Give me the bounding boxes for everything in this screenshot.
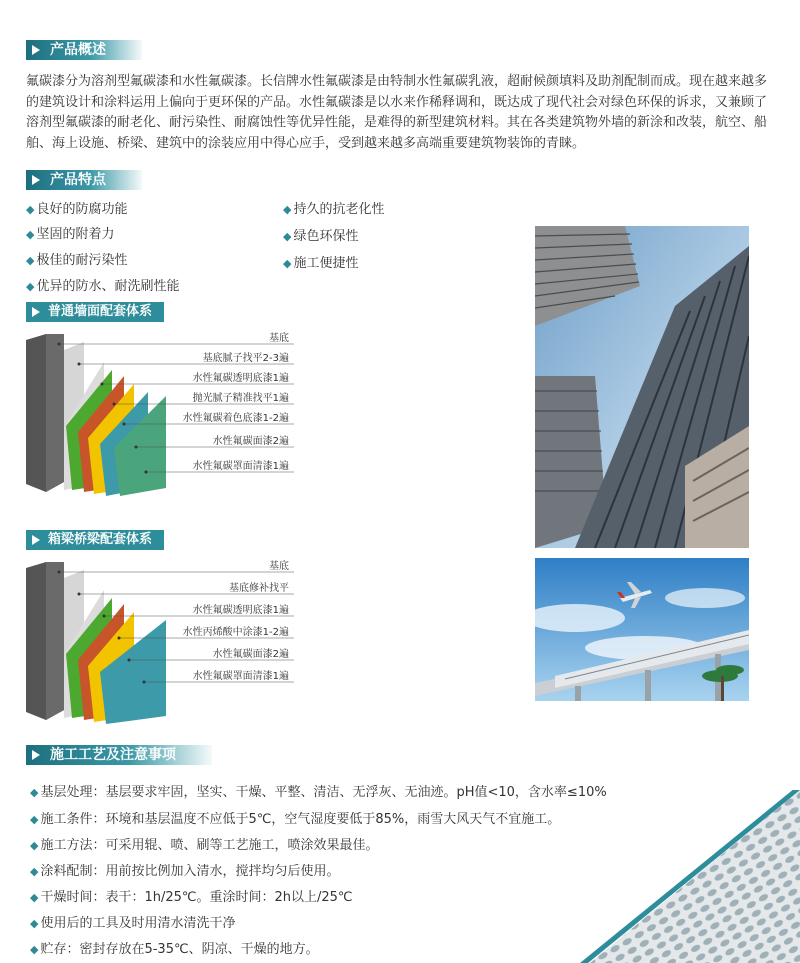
wall-layer-label: 水性氟碳透明底漆1遍 <box>192 373 289 384</box>
wall-layer-label: 水性氟碳着色底漆1-2遍 <box>182 413 289 424</box>
bridge-layer-label: 水性氟碳罩面清漆1遍 <box>192 671 289 682</box>
train-plane-photo <box>535 558 749 701</box>
bridge-system-title: 箱梁桥梁配套体系 <box>26 530 164 550</box>
bridge-layer-diagram <box>24 560 304 725</box>
feature-item: ◆ 绿色环保性 <box>283 229 359 244</box>
construction-step: ◆ 基层处理：基层要求牢固，坚实、干燥、平整、清洁、无浮灰、无油迹。pH值<10，含水率≤10% <box>30 785 607 800</box>
diamond-icon: ◆ <box>26 280 35 293</box>
feature-item: ◆ 优异的防水、耐洗刷性能 <box>26 279 180 294</box>
bridge-layer-label: 基底修补找平 <box>229 583 289 594</box>
bridge-system-header <box>26 530 164 550</box>
diamond-icon: ◆ <box>30 891 39 904</box>
overview-header <box>26 40 142 60</box>
diamond-icon: ◆ <box>30 786 39 799</box>
features-title: 产品特点 <box>26 170 142 190</box>
construction-header <box>26 745 212 765</box>
diamond-icon: ◆ <box>30 865 39 878</box>
bridge-layer-label: 水性氟碳透明底漆1遍 <box>192 605 289 616</box>
overview-text: 氟碳漆分为溶剂型氟碳漆和水性氟碳漆。长信牌水性氟碳漆是由特制水性氟碳乳液，超耐候颜填料及助剂配制而成。现在越来越多的建筑设计和涂料运用上偏向于更环保的产品。水性氟碳漆是以水来作稀释调和，既达成了现代社会对绿色环保的诉求，又兼顾了溶剂型氟碳漆的耐老化、耐污染性、耐腐蚀性等优异性能，是难得的新型建筑材料。其在各类建筑物外墙的新涂和改装，航空、船舶、海上设施、桥梁、建筑中的涂装应用中得心应手，受到越来越多高端重要建筑物装饰的青睐。 <box>26 74 768 151</box>
bridge-layer-label: 水性氟碳面漆2遍 <box>212 649 289 660</box>
feature-item: ◆ 施工便捷性 <box>283 256 359 271</box>
features-header <box>26 170 142 190</box>
bridge-layer-label: 水性丙烯酸中涂漆1-2遍 <box>182 627 289 638</box>
diamond-icon: ◆ <box>30 917 39 930</box>
wall-layer-label: 水性氟碳面漆2遍 <box>212 436 289 447</box>
feature-item: ◆ 持久的抗老化性 <box>283 202 385 217</box>
wall-layer-label: 抛光腻子精准找平1遍 <box>192 393 289 404</box>
construction-step: ◆ 涂料配制：用前按比例加入清水，搅拌均匀后使用。 <box>30 864 340 879</box>
construction-step: ◆ 干燥时间：表干：1h/25℃。重涂时间：2h以上/25℃ <box>30 890 353 905</box>
wall-system-header <box>26 302 164 322</box>
wall-system-title: 普通墙面配套体系 <box>26 302 164 322</box>
feature-item: ◆ 良好的防腐功能 <box>26 202 128 217</box>
feature-item: ◆ 极佳的耐污染性 <box>26 253 128 268</box>
wall-layer-label: 水性氟碳罩面清漆1遍 <box>192 461 289 472</box>
wall-layer-label: 基底腻子找平2-3遍 <box>202 353 289 364</box>
construction-title: 施工工艺及注意事项 <box>26 745 212 765</box>
overview-title: 产品概述 <box>26 40 142 60</box>
construction-step: ◆ 施工条件：环境和基层温度不应低于5℃，空气湿度要低于85%，雨雪大风天气不宜施工。 <box>30 812 561 827</box>
wall-layer-label: 基底 <box>269 333 289 344</box>
diamond-icon: ◆ <box>26 254 35 267</box>
decorative-facade-image <box>580 790 800 963</box>
diamond-icon: ◆ <box>26 203 35 216</box>
diamond-icon: ◆ <box>283 257 292 270</box>
diamond-icon: ◆ <box>283 230 292 243</box>
diamond-icon: ◆ <box>30 943 39 956</box>
skyscraper-photo <box>535 226 749 548</box>
construction-step: ◆ 施工方法：可采用辊、喷、刷等工艺施工，喷涂效果最佳。 <box>30 838 379 853</box>
diamond-icon: ◆ <box>26 228 35 241</box>
diamond-icon: ◆ <box>30 839 39 852</box>
wall-layer-diagram <box>24 332 304 497</box>
feature-item: ◆ 坚固的附着力 <box>26 227 115 242</box>
bridge-layer-label: 基底 <box>269 561 289 572</box>
construction-step: ◆ 使用后的工具及时用清水清洗干净 <box>30 916 236 931</box>
diamond-icon: ◆ <box>283 203 292 216</box>
construction-step: ◆ 贮存：密封存放在5-35℃、阴凉、干燥的地方。 <box>30 942 319 957</box>
diamond-icon: ◆ <box>30 813 39 826</box>
